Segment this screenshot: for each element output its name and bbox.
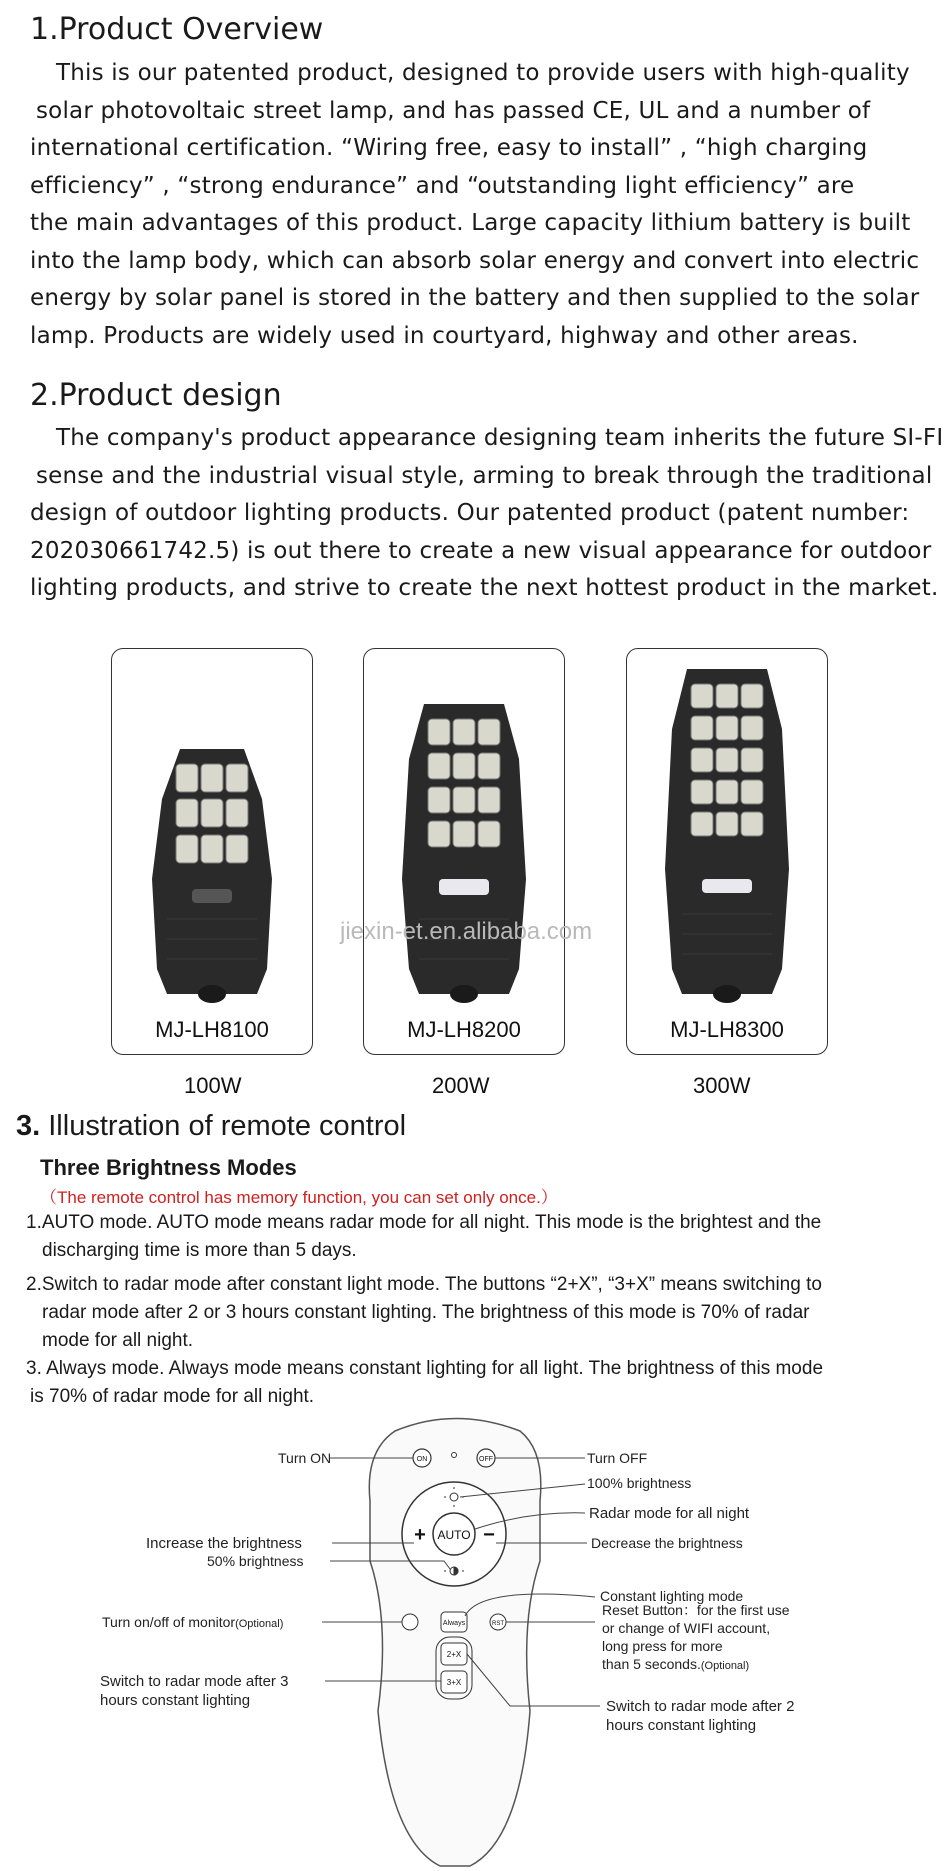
turn-on-label: Turn ON [278,1450,332,1466]
section3-title-number: 3. [16,1110,41,1142]
product-card-2 [363,648,565,1055]
section3-title [16,1110,406,1143]
mode-3-line: is 70% of radar mode for all night. [30,1386,315,1407]
section2-paragraph [30,420,945,608]
reset-label-2: or change of WIFI account, [602,1620,771,1636]
auto-button-label: AUTO [437,1528,471,1542]
decrease-label: Decrease the brightness [591,1535,743,1551]
two-x-button-label: 2+X [446,1650,462,1659]
section2-line: 202030661742.5) is out there to create a new visual appearance for outdoor [30,537,932,564]
switch2-label-2: hours constant lighting [606,1717,757,1734]
product-power: 300W [693,1073,751,1098]
section1-line: energy by solar panel is stored in the battery and then supplied to the solar [30,285,920,311]
increase-label: Increase the brightness [146,1535,302,1552]
section2-title: 2.Product design [30,378,282,413]
on-button-label: ON [416,1456,428,1463]
product-power: 200W [432,1073,490,1098]
monitor-label: Turn on/off of monitor(Optional) [102,1614,284,1630]
product-card-3 [626,648,828,1055]
rst-button-label: RST [492,1621,504,1627]
switch2-label-1: Switch to radar mode after 2 [606,1698,795,1715]
off-button-label: OFF [479,1456,493,1463]
section2-line: sense and the industrial visual style, arming to break through the traditional [36,462,933,489]
monitor-button [402,1614,418,1630]
section1-line: international certification. “Wiring free, easy to install” , “high charging [30,135,868,161]
reset-label-3: long press for more [602,1638,723,1654]
switch3-label-1: Switch to radar mode after 3 [100,1673,289,1690]
monitor-optional: (Optional) [235,1618,284,1630]
section3-subtitle: Three Brightness Modes [40,1155,297,1180]
always-button-label: Always [442,1620,466,1627]
constant-label: Constant lighting mode [600,1588,744,1604]
three-x-button-label: 3+X [446,1678,462,1687]
watermark: jiexin-et.en.alibaba.com [340,918,593,945]
section2-line: lighting products, and strive to create the next hottest product in the market. [30,575,939,601]
product-card-1 [111,648,313,1055]
mode-1-line: discharging time is more than 5 days. [42,1240,357,1261]
mode-2-line: radar mode after 2 or 3 hours constant lighting. The brightness of this mode is 70% of radar [42,1302,810,1323]
section1-line: solar photovoltaic street lamp, and has passed CE, UL and a number of [36,97,871,124]
indicator-light [452,1453,457,1458]
switch3-label-2: hours constant lighting [100,1692,251,1709]
full-brightness-label: 100% brightness [587,1475,692,1491]
mode-3-line: 3. Always mode. Always mode means constant lighting for all light. The brightness of this mode [26,1358,824,1379]
section1-title: 1.Product Overview [30,12,324,47]
street-lamp-image [364,649,564,1009]
section1-line: lamp. Products are widely used in courtyard, highway and other areas. [30,322,859,349]
minus-icon: − [483,1524,495,1546]
section1-line: the main advantages of this product. Large capacity lithium battery is built [30,210,911,236]
reset-optional: (Optional) [700,1660,750,1672]
remote-control-diagram [0,1411,951,1871]
memory-note: （The remote control has memory function, you can set only once.） [40,1188,558,1207]
turn-off-label: Turn OFF [587,1450,648,1466]
mode-2-line: 2.Switch to radar mode after constant light mode. The buttons “2+X”, “3+X” means switching to [26,1274,822,1295]
radar-mode-label: Radar mode for all night [589,1505,750,1522]
section1-line: into the lamp body, which can absorb solar energy and convert into electric [30,247,920,274]
reset-label-1: Reset Button：for the first use [602,1602,790,1618]
street-lamp-image [627,649,827,1009]
plus-icon: + [414,1524,426,1546]
mode-2-line: mode for all night. [42,1330,194,1351]
product-model: MJ-LH8300 [670,1017,784,1042]
product-power: 100W [184,1073,242,1098]
reset-label-4: than 5 seconds.(Optional) [602,1656,750,1672]
section2-line: design of outdoor lighting products. Our patented product (patent number: [30,500,910,526]
section1-line: This is our patented product, designed to provide users with high-quality [56,60,910,86]
section1-line: efficiency” , “strong endurance” and “outstanding light efficiency” are [30,172,855,199]
mode-1-line: 1.AUTO mode. AUTO mode means radar mode for all night. This mode is the brightest and the [26,1212,822,1233]
product-model: MJ-LH8200 [407,1017,521,1042]
section1-paragraph [30,55,945,355]
half-brightness-label: 50% brightness [207,1553,304,1569]
section2-line: The company's product appearance designing team inherits the future SI-FI [56,425,944,451]
product-model: MJ-LH8100 [155,1017,269,1042]
section3-title-text: Illustration of remote control [40,1110,407,1142]
street-lamp-image [112,649,312,1009]
